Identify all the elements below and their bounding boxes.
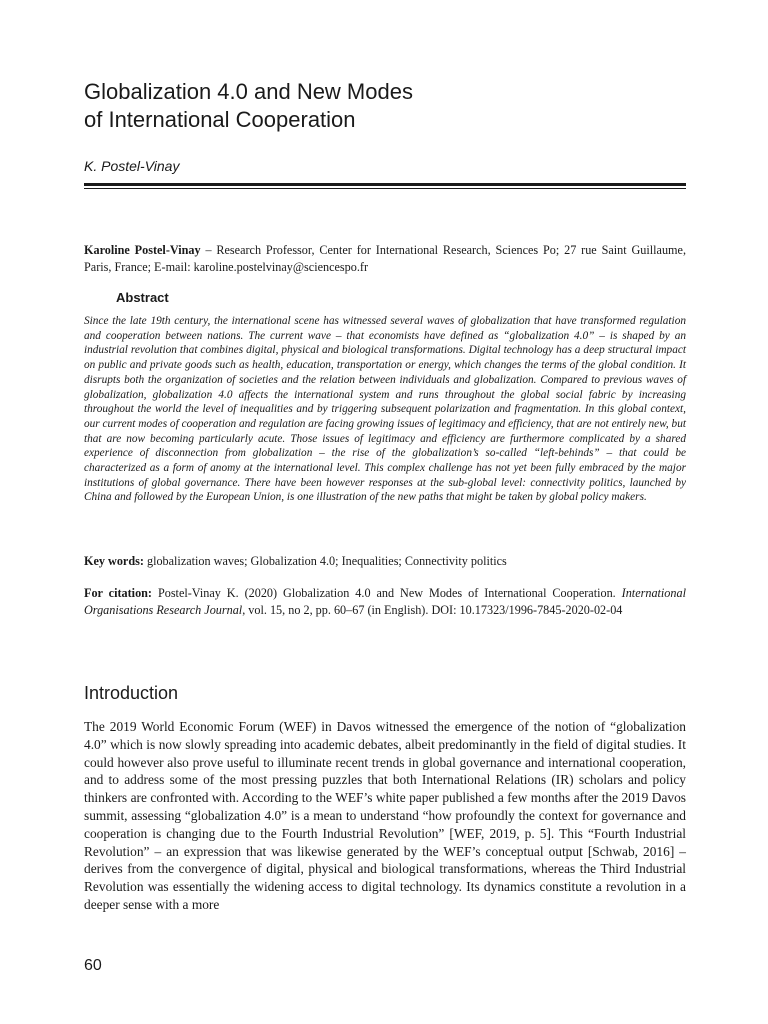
citation-label: For citation:: [84, 586, 152, 600]
citation-doi-value: : 10.17323/1996-7845-2020-02-04: [453, 603, 623, 617]
abstract-text: Since the late 19th century, the international scene has witnessed several waves of globalization that have transformed regulation and cooperation between nations. The current wave – that economists have defined as “globalization 4.0” – is shaped by an industrial revolution that combines digital, physical and biological transformations. Digital technology has a deep structural impact on public and private goods such as health, education, transportation or energy, which changes the terms of the global condition. It disrupts both the organization of societies and the relation between individuals and globalization. Compared to previous waves of globalization, globalization 4.0 affects the international system and runs throughout the global social fabric by increasing throughout the world the level of inequalities and by triggering subsequent polarization and fragmentation. In this global context, our current modes of cooperation and regulation are facing growing issues of legitimacy and efficiency, that are not entirely new, but that are now becoming particularly acute. Those issues of legitimacy and efficiency are furthermore complicated by a shared experience of disconnection from globalization – the rise of the globalization’s so-called “left-behinds” – that could be characterized as a form of anomy at the international level. This complex challenge has not yet been fully embraced by the major institutions of global governance. There have been however responses at the sub-global level: connectivity politics, launched by China and followed by the European Union, is one illustration of the new paths that might be taken by global policy makers.: [84, 315, 686, 504]
title-line-2: of International Cooperation: [84, 107, 356, 132]
introduction-text: The 2019 World Economic Forum (WEF) in Davos witnessed the emergence of the notion of “globalization 4.0” which is now slowly spreading into academic debates, albeit predominantly in the field of digital studies. It could however also prove useful to illuminate recent trends in global governance and international cooperation, and to address some of the most pressing puzzles that both International Relations (IR) scholars and policy thinkers are confronted with. According to the WEF’s white paper published a few months after the 2019 Davos summit, assessing “globalization 4.0” is a mean to understand “how profoundly the context for governance and cooperation is changing due to the Fourth Industrial Revolution” [WEF, 2019, p. 5]. This “Fourth Industrial Revolution” – an expression that was likewise generated by the WEF’s conceptual output [Schwab, 2016] – derives from the convergence of digital, physical and biological transformations, whereas the Third Industrial Revolution was essentially the widening access to digital technology. Its dynamics constitute a revolution in a deeper sense with a more: [84, 719, 686, 912]
title-line-1: Globalization 4.0 and New Modes: [84, 79, 413, 104]
page-number: 60: [84, 957, 102, 974]
paper-title: [84, 78, 686, 134]
citation: [84, 585, 686, 619]
section-heading-introduction: Introduction: [84, 683, 179, 703]
author-name: K. Postel-Vinay: [84, 158, 180, 174]
keywords-text: globalization waves; Globalization 4.0; Inequalities; Connectivity politics: [143, 554, 507, 568]
title-rule-thin: [84, 188, 686, 189]
citation-text-before: Postel-Vinay K. (2020) Globalization 4.0 and New Modes of International Cooperation.: [152, 586, 622, 600]
citation-text-middle: , vol. 15, no 2, pp. 60–67 (in English).: [242, 603, 432, 617]
affiliation-details: – Research Professor, Center for International Research, Sciences Po; 27 rue Saint Guillaume, Paris, France; E-mail: karoline.postelvinay@sciencespo.fr: [84, 243, 686, 274]
abstract-heading: Abstract: [116, 290, 169, 305]
citation-journal: International Organisations Research Journal: [84, 586, 686, 617]
keywords-label: Key words:: [84, 554, 144, 568]
title-rule-thick: [84, 183, 686, 186]
keywords: [84, 553, 686, 570]
author-affiliation: [84, 242, 686, 276]
paper-page: [84, 0, 686, 1024]
citation-doi-label: DOI: [431, 603, 454, 617]
affiliation-author-name: Karoline Postel-Vinay: [84, 243, 201, 257]
